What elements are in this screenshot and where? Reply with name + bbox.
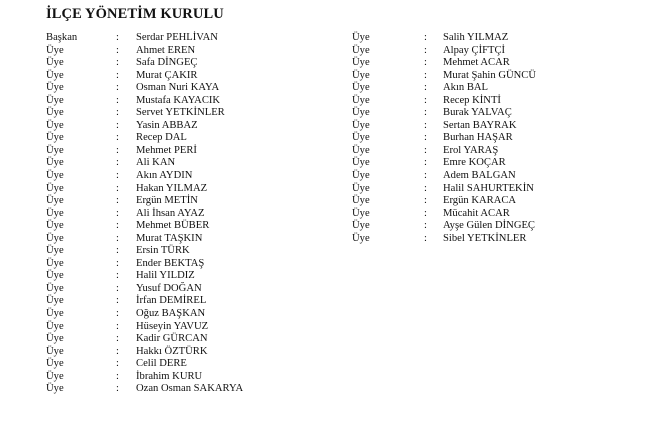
member-separator: : [424, 232, 427, 244]
member-name: Akın AYDIN [136, 170, 193, 182]
member-name: İbrahim KURU [136, 370, 203, 382]
member-role: Üye [46, 245, 64, 257]
member-name: Celil DERE [136, 358, 187, 370]
member-separator: : [424, 44, 427, 56]
member-separator: : [424, 94, 427, 106]
member-role: Üye [352, 107, 370, 119]
member-separator: : [116, 370, 119, 382]
member-name: Mehmet ACAR [443, 57, 510, 69]
member-name: Salih YILMAZ [443, 32, 509, 43]
member-separator: : [116, 157, 119, 169]
member-name: Ahmet EREN [136, 44, 196, 56]
member-separator: : [116, 308, 119, 320]
member-role: Üye [46, 220, 64, 232]
member-name: Mustafa KAYACIK [136, 94, 221, 106]
member-separator: : [424, 144, 427, 156]
member-name: Mücahit ACAR [443, 207, 510, 219]
member-role: Üye [46, 345, 64, 357]
member-role: Üye [46, 232, 64, 244]
member-name: Ersin TÜRK [136, 245, 190, 257]
member-separator: : [424, 69, 427, 81]
member-separator: : [116, 44, 119, 56]
member-role: Üye [352, 32, 370, 43]
member-separator: : [116, 220, 119, 232]
member-name: Ender BEKTAŞ [136, 257, 205, 269]
member-name: Murat TAŞKIN [136, 232, 203, 244]
member-role: Üye [46, 358, 64, 370]
member-name: Hüseyin YAVUZ [136, 320, 209, 332]
member-separator: : [424, 195, 427, 207]
member-role: Üye [352, 232, 370, 244]
member-separator: : [424, 207, 427, 219]
member-name: Ozan Osman SAKARYA [136, 383, 244, 395]
member-name: Oğuz BAŞKAN [136, 308, 206, 320]
member-role: Üye [46, 69, 64, 81]
member-role: Üye [352, 195, 370, 207]
member-role: Üye [352, 44, 370, 56]
member-separator: : [116, 245, 119, 257]
member-name: Safa DİNGEÇ [136, 57, 198, 69]
member-name: Kadir GÜRCAN [136, 333, 208, 345]
member-separator: : [116, 94, 119, 106]
member-separator: : [424, 157, 427, 169]
member-separator: : [116, 57, 119, 69]
member-separator: : [116, 232, 119, 244]
member-role: Üye [46, 57, 64, 69]
member-name: Burhan HAŞAR [443, 132, 513, 144]
member-role: Üye [46, 144, 64, 156]
member-role: Üye [352, 144, 370, 156]
member-separator: : [116, 195, 119, 207]
member-separator: : [116, 69, 119, 81]
member-role: Üye [352, 94, 370, 106]
member-separator: : [116, 32, 119, 43]
page-title: İLÇE YÖNETİM KURULU [46, 6, 224, 22]
member-role: Üye [46, 94, 64, 106]
member-role: Üye [46, 383, 64, 395]
member-name: Recep KİNTİ [443, 94, 501, 106]
member-separator: : [116, 320, 119, 332]
member-separator: : [116, 333, 119, 345]
member-separator: : [116, 358, 119, 370]
member-name: Murat ÇAKIR [136, 69, 198, 81]
member-separator: : [116, 383, 119, 395]
member-role: Üye [352, 182, 370, 194]
member-role: Üye [352, 170, 370, 182]
member-name: Osman Nuri KAYA [136, 82, 220, 94]
member-role: Üye [352, 157, 370, 169]
member-name: Sertan BAYRAK [443, 119, 517, 131]
member-role: Başkan [46, 32, 78, 43]
member-name: Burak YALVAÇ [443, 107, 512, 119]
member-separator: : [116, 144, 119, 156]
member-name: Alpay ÇİFTÇİ [443, 44, 506, 56]
member-role: Üye [46, 119, 64, 131]
member-role: Üye [352, 82, 370, 94]
member-separator: : [116, 182, 119, 194]
member-separator: : [424, 132, 427, 144]
member-name: Ali KAN [136, 157, 176, 169]
member-separator: : [116, 82, 119, 94]
member-role: Üye [352, 57, 370, 69]
member-role: Üye [46, 107, 64, 119]
member-role: Üye [46, 182, 64, 194]
member-name: Akın BAL [443, 82, 489, 94]
member-role: Üye [352, 69, 370, 81]
member-role: Üye [46, 132, 64, 144]
member-name: Murat Şahin GÜNCÜ [443, 69, 536, 81]
member-role: Üye [46, 270, 64, 282]
member-separator: : [116, 132, 119, 144]
member-name: Ayşe Gülen DİNGEÇ [443, 220, 536, 232]
member-name: Mehmet PERİ [136, 144, 197, 156]
member-name: Recep DAL [136, 132, 187, 144]
member-role: Üye [46, 195, 64, 207]
member-separator: : [116, 345, 119, 357]
member-name: Yasin ABBAZ [136, 119, 198, 131]
member-separator: : [116, 282, 119, 294]
member-separator: : [424, 170, 427, 182]
member-role: Üye [46, 308, 64, 320]
member-name: Ergün METİN [136, 195, 198, 207]
member-role: Üye [46, 44, 64, 56]
member-role: Üye [352, 132, 370, 144]
member-name: Halil SAHURTEKİN [443, 182, 534, 194]
member-separator: : [424, 107, 427, 119]
member-role: Üye [46, 370, 64, 382]
member-name: Ali İhsan AYAZ [136, 207, 205, 219]
member-separator: : [116, 119, 119, 131]
member-name: Mehmet BÜBER [136, 220, 210, 232]
member-name: Yusuf DOĞAN [136, 282, 202, 294]
member-name: Halil YILDIZ [136, 270, 195, 282]
member-role: Üye [352, 220, 370, 232]
member-separator: : [116, 257, 119, 269]
member-separator: : [424, 57, 427, 69]
member-name: Serdar PEHLİVAN [136, 32, 218, 43]
member-name: Ergün KARACA [443, 195, 517, 207]
member-separator: : [116, 295, 119, 307]
member-separator: : [116, 107, 119, 119]
member-name: Sibel YETKİNLER [443, 232, 527, 244]
member-separator: : [424, 82, 427, 94]
member-separator: : [116, 270, 119, 282]
member-separator: : [116, 170, 119, 182]
member-role: Üye [46, 320, 64, 332]
member-separator: : [116, 207, 119, 219]
member-role: Üye [46, 295, 64, 307]
member-role: Üye [46, 207, 64, 219]
member-separator: : [424, 32, 427, 43]
member-name: Hakan YILMAZ [136, 182, 208, 194]
member-role: Üye [46, 282, 64, 294]
member-role: Üye [46, 170, 64, 182]
member-name: Erol YARAŞ [443, 144, 499, 156]
member-role: Üye [352, 119, 370, 131]
member-role: Üye [352, 207, 370, 219]
member-name: Servet YETKİNLER [136, 107, 225, 119]
member-name: Emre KOÇAR [443, 157, 506, 169]
member-separator: : [424, 220, 427, 232]
member-name: Hakkı ÖZTÜRK [136, 345, 208, 357]
member-name: İrfan DEMİREL [136, 295, 207, 307]
member-role: Üye [46, 157, 64, 169]
member-role: Üye [46, 333, 64, 345]
member-role: Üye [46, 257, 64, 269]
member-separator: : [424, 119, 427, 131]
member-role: Üye [46, 82, 64, 94]
member-separator: : [424, 182, 427, 194]
member-name: Adem BALGAN [443, 170, 516, 182]
